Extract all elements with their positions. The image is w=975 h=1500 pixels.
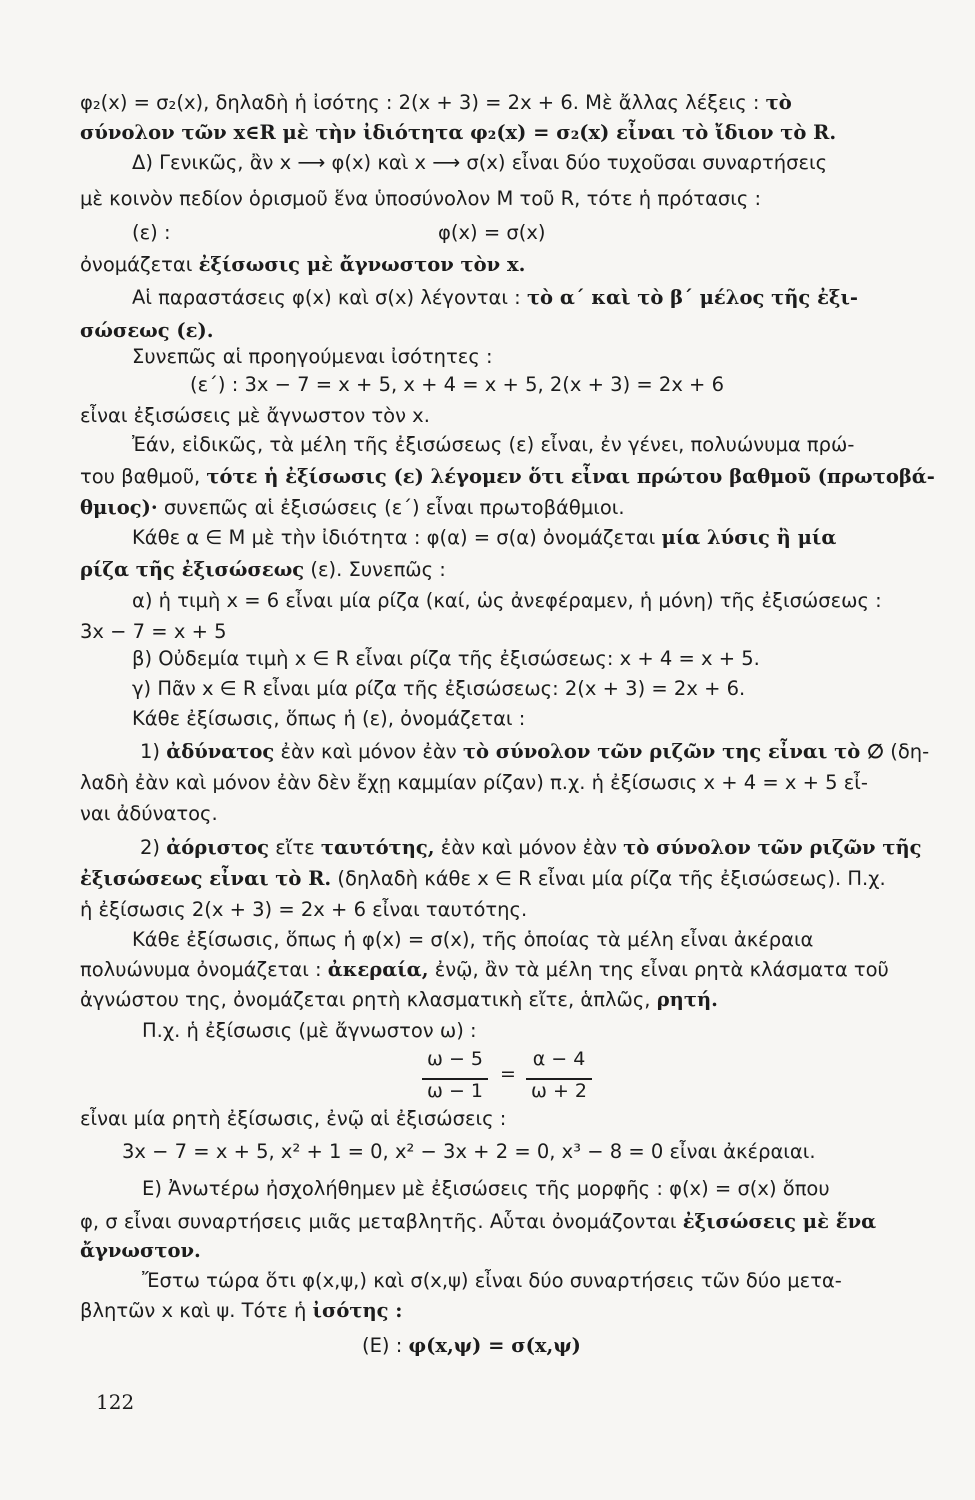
line-31: Π.χ. ἡ ἐξίσωσις (μὲ ἄγνωστον ω) : xyxy=(142,1019,477,1042)
line-1-bold: τὸ xyxy=(765,91,792,114)
eq-label-E: (Ε) : xyxy=(362,1334,403,1357)
line-38-text: βλητῶν x καὶ ψ. Τότε ἡ xyxy=(80,1299,307,1322)
term-isotis: ἰσότης : xyxy=(312,1299,403,1322)
line-28: Κάθε ἐξίσωσις, ὅπως ἡ φ(x) = σ(x), τῆς ὁποίας τὰ μέλη εἶναι ἀκέραια xyxy=(132,928,814,951)
line-38 xyxy=(80,1296,953,1326)
line-4: μὲ κοινὸν πεδίον ὁρισμοῦ ἕνα ὑποσύνολον Μ τοῦ R, τότε ἡ πρότασις : xyxy=(80,187,762,210)
line-33: 3x − 7 = x + 5, x² + 1 = 0, x² − 3x + 2 = 0, x³ − 8 = 0 εἶναι ἀκέραιαι. xyxy=(122,1140,816,1163)
line-15-bold: μία λύσις ἢ μία xyxy=(661,526,837,549)
line-39 xyxy=(362,1331,953,1361)
line-22-end: (δη- xyxy=(890,740,930,763)
line-29-end: ἐνῷ, ἂν τὰ μέλη της εἶναι ρητὰ κλάσματα τοῦ xyxy=(434,958,889,981)
line-35-bold: ἐξισώσεις μὲ ἕνα xyxy=(682,1210,877,1233)
line-6-text: ὀνομάζεται xyxy=(80,253,193,276)
line-14 xyxy=(80,493,953,523)
line-26 xyxy=(80,864,953,894)
term-riti: ρητή. xyxy=(656,988,718,1011)
eq-label-e: (ε) : xyxy=(132,221,171,244)
line-7 xyxy=(132,283,953,313)
line-25-bold: τὸ σύνολον τῶν ριζῶν τῆς xyxy=(623,836,922,859)
fraction-left-numerator: ω − 5 xyxy=(427,1048,483,1070)
line-16-text: (ε). Συνεπῶς : xyxy=(310,558,446,581)
item-1-number: 1) xyxy=(140,740,161,763)
eq-phi-sigma: φ(x) = σ(x) xyxy=(438,221,546,244)
line-37: Ἔστω τώρα ὅτι φ(x,ψ,) καὶ σ(x,ψ) εἶναι δύο συναρτήσεις τῶν δύο μετα- xyxy=(142,1269,842,1292)
line-22-bold: τὸ σύνολον τῶν ριζῶν της εἶναι τὸ ∅ xyxy=(462,740,885,763)
page-number: 122 xyxy=(96,1390,135,1414)
line-13-text: του βαθμοῦ, xyxy=(80,465,201,488)
line-34: Ε) Ἀνωτέρω ἠσχολήθημεν μὲ ἐξισώσεις τῆς μορφῆς : φ(x) = σ(x) ὅπου xyxy=(142,1177,830,1200)
line-26-bold: ἐξισώσεως εἶναι τὸ R. xyxy=(80,867,332,890)
line-10: (ε΄) : 3x − 7 = x + 5, x + 4 = x + 5, 2(x + 3) = 2x + 6 xyxy=(190,373,725,396)
line-27: ἡ ἐξίσωσις 2(x + 3) = 2x + 6 εἶναι ταυτότης. xyxy=(80,898,528,921)
line-24: ναι ἀδύνατος. xyxy=(80,802,218,825)
line-36 xyxy=(80,1236,953,1266)
line-17: α) ἡ τιμὴ x = 6 εἶναι μία ρίζα (καί, ὡς ἀνεφέραμεν, ἡ μόνη) τῆς ἐξισώσεως : xyxy=(132,589,882,612)
eq-two-variables: φ(x,ψ) = σ(x,ψ) xyxy=(408,1334,581,1357)
line-29 xyxy=(80,955,953,985)
line-6-bold: ἐξίσωσις μὲ ἄγνωστον τὸν x. xyxy=(198,253,526,276)
line-35-text: φ, σ εἶναι συναρτήσεις μιᾶς μεταβλητῆς. Αὗται ὀνομάζονται xyxy=(80,1210,677,1233)
line-35 xyxy=(80,1207,953,1237)
line-14-bold: θμιος)· xyxy=(80,496,158,519)
line-11: εἶναι ἐξισώσεις μὲ ἄγνωστον τὸν x. xyxy=(80,404,430,427)
line-1-text: φ₂(x) = σ₂(x), δηλαδὴ ἡ ἰσότης : 2(x + 3) = 2x + 6. Μὲ ἄλλας λέξεις : xyxy=(80,91,760,114)
line-30 xyxy=(80,985,953,1015)
line-13-bold: τότε ἡ ἐξίσωσις (ε) λέγομεν ὅτι εἶναι πρώτου βαθμοῦ (πρωτοβά- xyxy=(206,465,935,488)
term-aoristos: ἀόριστος xyxy=(166,836,270,859)
line-7-text: Αἱ παραστάσεις φ(x) καὶ σ(x) λέγονται : xyxy=(132,286,521,309)
line-16-bold: ρίζα τῆς ἐξισώσεως xyxy=(80,558,305,581)
fraction-left-denominator: ω − 1 xyxy=(427,1080,483,1102)
line-23: λαδὴ ἐὰν καὶ μόνον ἐὰν δὲν ἔχῃ καμμίαν ρίζαν) π.χ. ἡ ἐξίσωσις x + 4 = x + 5 εἶ- xyxy=(80,771,868,794)
item-2-number: 2) xyxy=(140,836,161,859)
fraction-right-denominator: ω + 2 xyxy=(531,1080,587,1102)
line-7-bold: τὸ α΄ καὶ τὸ β΄ μέλος τῆς ἐξι- xyxy=(526,286,859,309)
term-akeraia: ἀκεραία, xyxy=(327,958,429,981)
line-15-text: Κάθε α ∈ Μ μὲ τὴν ἰδιότητα : φ(α) = σ(α) ὀνομάζεται xyxy=(132,526,656,549)
line-25 xyxy=(140,833,953,863)
fraction-equals: = xyxy=(500,1063,516,1085)
line-36-bold: ἄγνωστον. xyxy=(80,1239,201,1262)
term-adynatos: ἀδύνατος xyxy=(166,740,275,763)
line-26-text: (δηλαδὴ κάθε x ∈ R εἶναι μία ρίζα τῆς ἐξισώσεως). Π.χ. xyxy=(337,867,886,890)
line-30-text: ἀγνώστου της, ὀνομάζεται ρητὴ κλασματικὴ εἴτε, ἁπλῶς, xyxy=(80,988,651,1011)
line-22 xyxy=(140,737,953,767)
line-18: 3x − 7 = x + 5 xyxy=(80,620,227,643)
line-29-text: πολυώνυμα ὀνομάζεται : xyxy=(80,958,322,981)
line-9: Συνεπῶς αἱ προηγούμεναι ἰσότητες : xyxy=(132,345,493,368)
fraction-right-numerator: α − 4 xyxy=(532,1048,586,1070)
line-25-text-2: ἐὰν καὶ μόνον ἐὰν xyxy=(440,836,617,859)
rational-equation xyxy=(420,1048,600,1108)
line-32: εἶναι μία ρητὴ ἐξίσωσις, ἐνῷ αἱ ἐξισώσεις : xyxy=(80,1107,507,1130)
line-22-text: ἐὰν καὶ μόνον ἐὰν xyxy=(280,740,457,763)
line-3: Δ) Γενικῶς, ἂν x ⟶ φ(x) καὶ x ⟶ σ(x) εἶναι δύο τυχοῦσαι συναρτήσεις xyxy=(132,151,828,174)
line-19: β) Οὐδεμία τιμὴ x ∈ R εἶναι ρίζα τῆς ἐξισώσεως: x + 4 = x + 5. xyxy=(132,647,760,670)
line-5 xyxy=(132,218,953,248)
line-14-text: συνεπῶς αἱ ἐξισώσεις (ε΄) εἶναι πρωτοβάθμιοι. xyxy=(163,496,625,519)
line-2 xyxy=(80,118,953,148)
line-2-bold: σύνολον τῶν x∈R μὲ τὴν ἰδιότητα φ₂(x) = σ₂(x) εἶναι τὸ ἴδιον τὸ R. xyxy=(80,121,837,144)
line-15 xyxy=(132,523,953,553)
line-21: Κάθε ἐξίσωσις, ὅπως ἡ (ε), ὀνομάζεται : xyxy=(132,707,526,730)
term-taytotis: ταυτότης, xyxy=(320,836,435,859)
line-25-text: εἴτε xyxy=(275,836,315,859)
line-20: γ) Πᾶν x ∈ R εἶναι μία ρίζα τῆς ἐξισώσεως: 2(x + 3) = 2x + 6. xyxy=(132,677,746,700)
line-8-bold: σώσεως (ε). xyxy=(80,319,214,342)
line-6 xyxy=(80,250,953,280)
line-1 xyxy=(80,88,953,118)
line-12: Ἐάν, εἰδικῶς, τὰ μέλη τῆς ἐξισώσεως (ε) εἶναι, ἐν γένει, πολυώνυμα πρώ- xyxy=(132,433,855,456)
line-13 xyxy=(80,462,953,492)
line-16 xyxy=(80,555,953,585)
